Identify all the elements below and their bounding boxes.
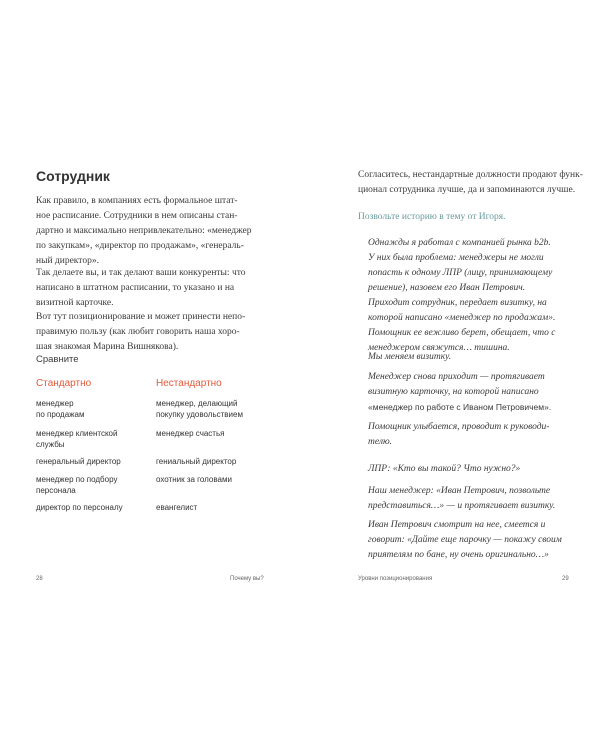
column-header-standard: Стандартно — [36, 378, 92, 389]
table-cell-standard: генеральный директор — [36, 457, 121, 466]
story-paragraph-5: ЛПР: «Кто вы такой? Что нужно?» — [368, 464, 521, 474]
table-cell-standard: менеджер по продажам — [36, 399, 85, 419]
table-cell-nonstandard: менеджер, делающий покупку удовольствием — [156, 399, 243, 419]
story-text: Менеджер снова приходит — протягивает визитную карточку, на которой написано — [368, 372, 545, 397]
paragraph-1: Как правило, в компаниях есть формальное штат- ное расписание. Сотрудники в нем описаны стан- дартно и максимально непривлекательно: «менеджер по закупкам», «директор по продажам», «генераль- ный директор». — [36, 196, 252, 266]
table-cell-nonstandard: гениальный директор — [156, 457, 237, 466]
table-cell-nonstandard: евангелист — [156, 503, 198, 512]
story-paragraph-2: Мы меняем визитку. — [368, 352, 452, 362]
table-cell-standard: менеджер клиентской службы — [36, 429, 118, 449]
story-paragraph-1: Однажды я работал с компанией рынка b2b. У них была проблема: менеджеры не могли попасть к одному ЛПР (лицу, принимающему решение), назовем его Иван Петрович. Приходит сотрудник, передает визитку, на которой написано «менеджер по продажам». Помощник ее вежливо берет, обещает, что с менеджером свяжутся… тишина. — [368, 238, 556, 353]
column-header-nonstandard: Нестандартно — [156, 378, 222, 389]
story-paragraph-7: Иван Петрович смотрит на нее, смеется и говорит: «Дайте еще парочку — покажу своим приятелям по бане, ну очень оригинально…» — [368, 520, 562, 560]
paragraph-3: Вот тут позиционирование и может принести непо- правимую пользу (как любит говорить наша хоро- шая знакомая Марина Вишнякова). — [36, 312, 246, 352]
compare-label: Сравните — [36, 354, 79, 365]
table-cell-standard: директор по персоналу — [36, 503, 123, 512]
section-title: Сотрудник — [36, 168, 110, 184]
paragraph-2: Позвольте историю в тему от Игоря. — [358, 212, 506, 222]
story-paragraph-4: Помощник улыбается, проводит к руководи- телю. — [368, 422, 550, 447]
card-title-text: «менеджер по работе с Иваном Петровичем». — [368, 402, 552, 412]
story-paragraph-3 — [368, 370, 588, 416]
right-page — [300, 0, 600, 750]
paragraph-2: Так делаете вы, и так делают ваши конкуренты: что написано в штатном расписании, то указано и на визитной карточке. — [36, 268, 246, 308]
running-title-right: Уровни позиционирования — [358, 576, 433, 582]
paragraph-1: Согласитесь, нестандартные должности продают функ- ционал сотрудника лучше, да и запоминаются лучше. — [358, 170, 583, 195]
page-number-right: 29 — [562, 576, 569, 582]
table-cell-nonstandard: охотник за головами — [156, 475, 232, 484]
page-number-left: 28 — [36, 576, 43, 582]
table-cell-nonstandard: менеджер счастья — [156, 429, 225, 438]
story-paragraph-6: Наш менеджер: «Иван Петрович, позвольте представиться…» — и протягивает визитку. — [368, 486, 556, 511]
table-cell-standard: менеджер по подбору персонала — [36, 475, 118, 495]
running-title-left: Почему вы? — [230, 576, 264, 582]
